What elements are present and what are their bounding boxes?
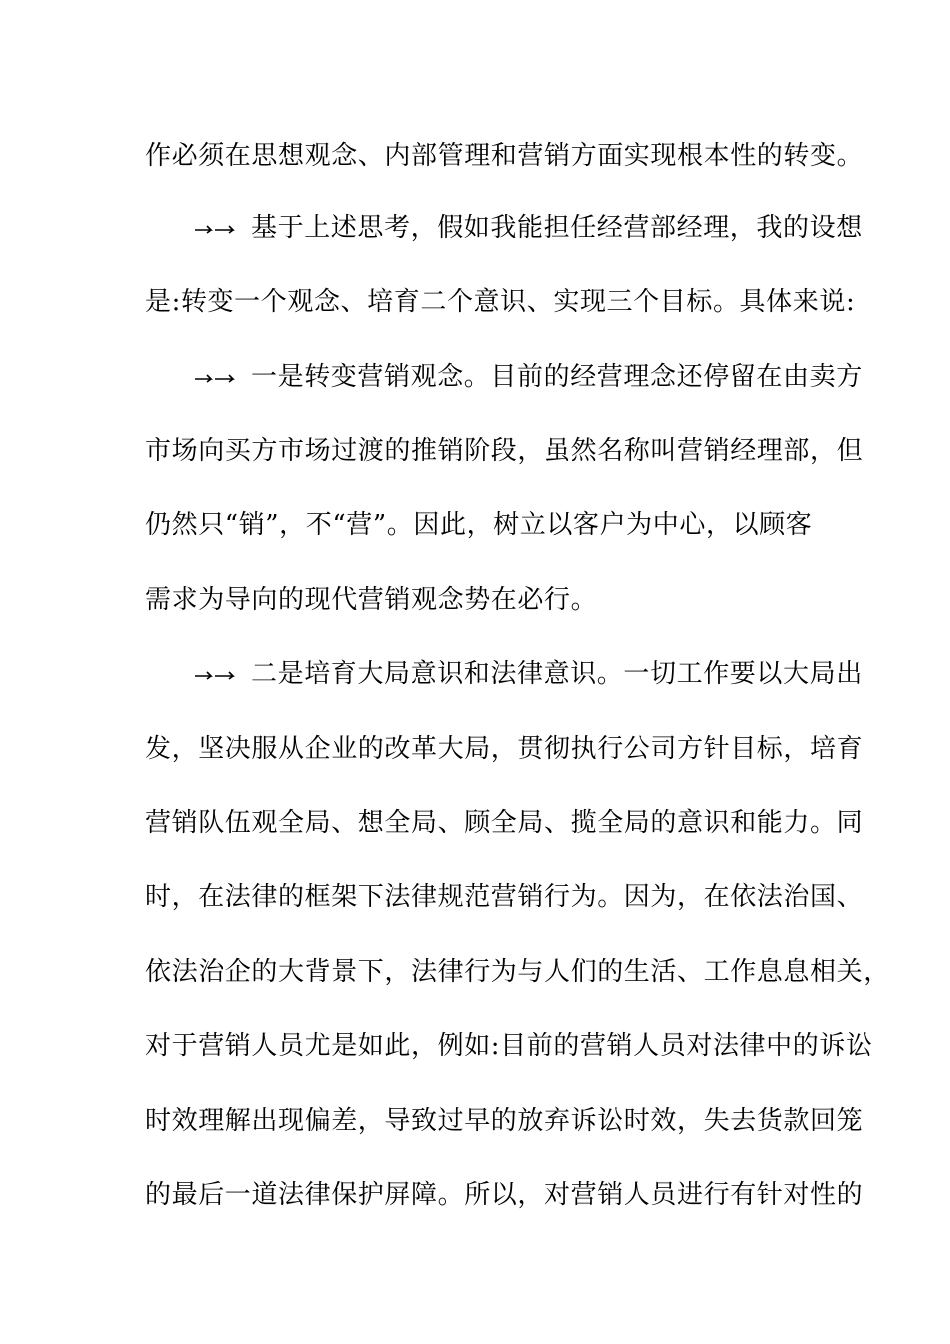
paragraph-line [145, 729, 864, 769]
paragraph-line [145, 282, 856, 322]
line-text: 时，在法律的框架下法律规范营销行为。因为，在依法治国、 [145, 882, 864, 912]
paragraph-line [145, 1101, 864, 1141]
paragraph-arrow-icon [193, 654, 237, 694]
line-text: 对于营销人员尤是如此，例如:目前的营销人员对法律中的诉讼 [145, 1031, 873, 1061]
line-text: 时效理解出现偏差，导致过早的放弃诉讼时效，失去货款回笼 [145, 1106, 864, 1136]
paragraph-line [193, 654, 893, 694]
paragraph-line [145, 803, 864, 843]
line-text: 市场向买方市场过渡的推销阶段，虽然名称叫营销经理部，但 [145, 436, 864, 466]
paragraph-line [145, 505, 845, 545]
paragraph-line [145, 1175, 864, 1215]
paragraph-line [193, 208, 893, 248]
paragraph-line [145, 136, 864, 176]
paragraph-line [145, 580, 845, 620]
line-text: 发，坚决服从企业的改革大局，贯彻执行公司方针目标，培育 [145, 734, 864, 764]
line-text: 需求为导向的现代营销观念势在必行。 [145, 585, 598, 615]
line-text: 一是转变营销观念。目前的经营理念还停留在由卖方 [251, 362, 863, 392]
paragraph-line [145, 1026, 873, 1066]
paragraph-line [145, 952, 890, 992]
line-text: 二是培育大局意识和法律意识。一切工作要以大局出 [251, 659, 863, 689]
line-text: 的最后一道法律保护屏障。所以，对营销人员进行有针对性的 [145, 1180, 864, 1210]
line-text: 作必须在思想观念、内部管理和营销方面实现根本性的转变。 [145, 141, 864, 171]
line-text: 依法治企的大背景下，法律行为与人们的生活、工作息息相关， [145, 957, 890, 987]
line-text: 营销队伍观全局、想全局、顾全局、揽全局的意识和能力。同 [145, 808, 864, 838]
line-text: 是:转变一个观念、培育二个意识、实现三个目标。具体来说: [145, 287, 856, 317]
paragraph-line [145, 877, 864, 917]
line-text: 基于上述思考，假如我能担任经营部经理，我的设想 [251, 213, 863, 243]
paragraph-line [193, 357, 893, 397]
paragraph-line [145, 431, 864, 471]
paragraph-arrow-icon [193, 208, 237, 248]
line-text: 仍然只“销”，不“营”。因此，树立以客户为中心，以顾客 [145, 510, 813, 540]
paragraph-arrow-icon [193, 357, 237, 397]
